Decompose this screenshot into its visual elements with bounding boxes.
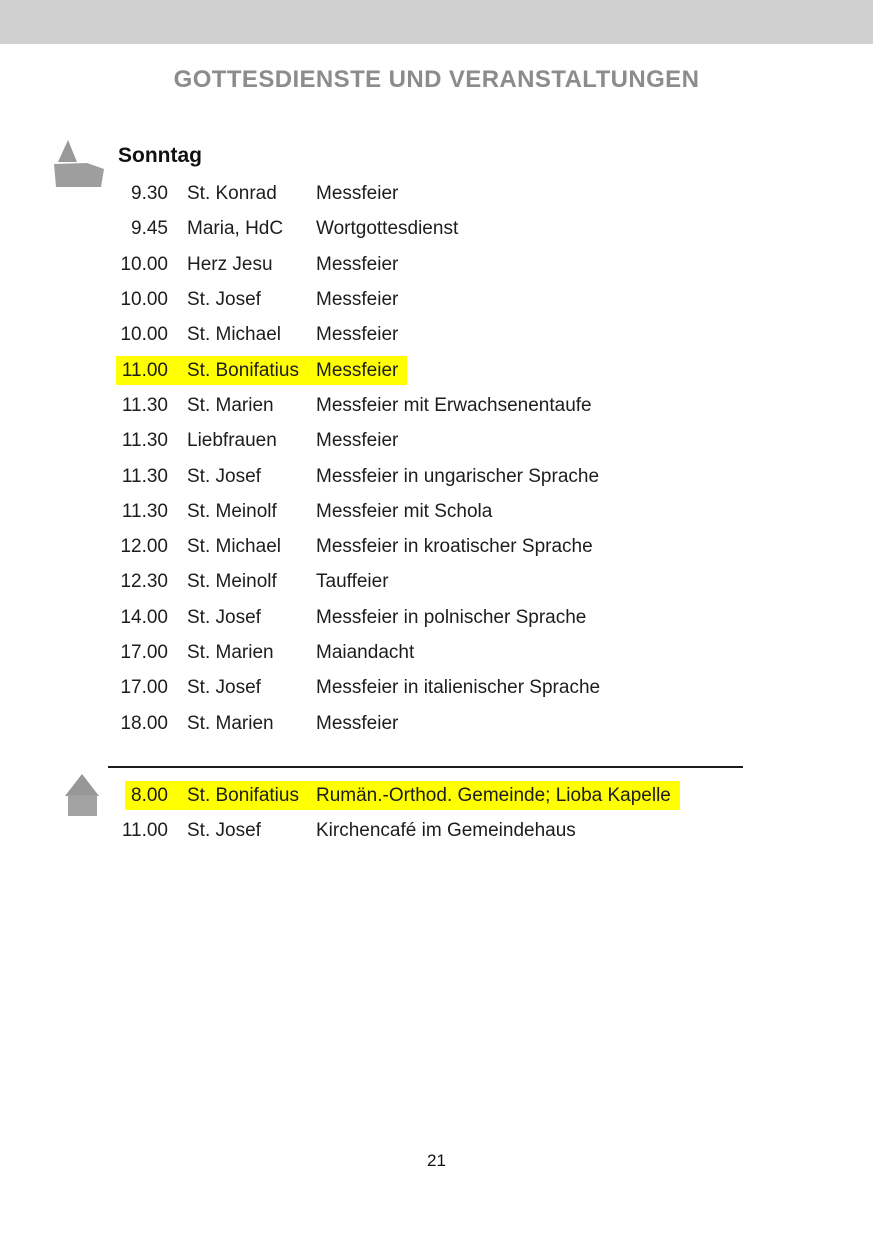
time-value: 8.00 — [125, 781, 168, 810]
time-cell — [0, 285, 168, 314]
church-value: St. Josef — [187, 289, 261, 311]
church-cell — [168, 603, 316, 632]
table-row — [0, 423, 790, 458]
time-value: 12.00 — [120, 536, 168, 558]
time-cell — [0, 532, 168, 561]
church-cell — [168, 250, 316, 279]
time-cell — [0, 638, 168, 667]
service-value: Messfeier in italienischer Sprache — [316, 677, 601, 699]
time-cell — [0, 709, 168, 738]
service-cell — [316, 356, 790, 385]
service-cell — [316, 285, 790, 314]
time-cell — [0, 462, 168, 491]
table-row — [0, 176, 790, 211]
time-value: 17.00 — [120, 677, 168, 699]
church-value: Liebfrauen — [187, 430, 277, 452]
service-cell — [316, 709, 790, 738]
table-row — [0, 705, 790, 740]
table-row — [0, 564, 790, 599]
church-cell — [168, 638, 316, 667]
sunday-service-table — [0, 176, 790, 741]
church-value: St. Josef — [187, 465, 261, 487]
time-value: 14.00 — [120, 606, 168, 628]
table-row — [0, 494, 790, 529]
events-table — [0, 778, 790, 849]
church-cell — [168, 320, 316, 349]
time-cell — [0, 497, 168, 526]
church-cell — [168, 816, 316, 845]
time-value: 11.30 — [121, 500, 168, 522]
time-cell — [0, 250, 168, 279]
church-value: St. Meinolf — [187, 500, 277, 522]
service-cell — [316, 781, 790, 810]
church-cell — [168, 497, 316, 526]
church-value: St. Konrad — [187, 183, 277, 205]
time-cell — [0, 391, 168, 420]
table-row — [0, 600, 790, 635]
church-cell — [168, 356, 316, 385]
service-value: Messfeier — [316, 253, 399, 275]
service-cell — [316, 462, 790, 491]
church-cell — [168, 179, 316, 208]
service-cell — [316, 567, 790, 596]
service-cell — [316, 816, 790, 845]
church-cell — [168, 781, 316, 810]
service-value: Messfeier in polnischer Sprache — [316, 606, 587, 628]
time-cell — [0, 603, 168, 632]
church-cell — [168, 426, 316, 455]
table-row — [0, 388, 790, 423]
church-cell — [168, 567, 316, 596]
time-value: 18.00 — [120, 712, 168, 734]
service-cell — [316, 532, 790, 561]
church-value: St. Josef — [187, 820, 261, 842]
time-value: 9.30 — [131, 183, 168, 205]
time-cell — [0, 567, 168, 596]
service-cell — [316, 179, 790, 208]
table-row — [0, 211, 790, 246]
church-cell — [168, 462, 316, 491]
church-value: St. Marien — [187, 642, 274, 663]
table-row — [0, 458, 790, 493]
church-value: St. Marien — [187, 712, 274, 734]
church-value: St. Josef — [187, 677, 261, 699]
time-value: 10.00 — [120, 253, 168, 275]
service-value: Messfeier — [316, 356, 407, 385]
church-cell — [168, 532, 316, 561]
time-value: 10.00 — [120, 324, 168, 346]
service-cell — [316, 250, 790, 279]
time-cell — [0, 179, 168, 208]
time-cell — [0, 356, 168, 385]
service-value: Messfeier in ungarischer Sprache — [316, 465, 600, 487]
service-value: Kirchencafé im Gemeindehaus — [316, 820, 576, 842]
time-value: 11.30 — [121, 394, 168, 416]
time-cell — [0, 214, 168, 243]
section-divider — [108, 766, 743, 768]
time-value: 9.45 — [131, 218, 168, 240]
page-number: 21 — [427, 1151, 446, 1170]
time-cell — [0, 320, 168, 349]
service-value: Messfeier mit Schola — [316, 500, 493, 522]
table-row-highlighted — [0, 778, 790, 813]
service-value: Messfeier in kroatischer Sprache — [316, 536, 593, 558]
church-value: St. Meinolf — [187, 571, 277, 593]
table-row — [0, 813, 790, 848]
time-cell — [0, 426, 168, 455]
page-title: GOTTESDIENSTE UND VERANSTALTUNGEN — [173, 66, 700, 93]
time-value: 11.30 — [121, 430, 168, 452]
church-value: Maria, HdC — [187, 218, 284, 240]
top-bar — [0, 0, 873, 44]
time-value: 11.00 — [121, 820, 168, 842]
table-row-highlighted — [0, 352, 790, 387]
service-value: Maiandacht — [316, 642, 415, 663]
time-value: 17.00 — [120, 642, 168, 663]
church-value: St. Josef — [187, 606, 261, 628]
time-value: 12.30 — [120, 571, 168, 593]
service-cell — [316, 638, 790, 667]
table-row — [0, 282, 790, 317]
table-row — [0, 317, 790, 352]
church-value: St. Bonifatius — [168, 356, 316, 385]
church-value: St. Bonifatius — [168, 781, 316, 810]
table-row — [0, 529, 790, 564]
church-cell — [168, 709, 316, 738]
service-value: Messfeier — [316, 183, 399, 205]
table-row — [0, 635, 790, 670]
service-value: Messfeier mit Erwachsenentaufe — [316, 394, 592, 416]
time-value: 10.00 — [120, 289, 168, 311]
service-value: Tauffeier — [316, 571, 389, 593]
section-heading-sonntag: Sonntag — [118, 144, 202, 167]
service-cell — [316, 426, 790, 455]
time-value: 11.00 — [116, 356, 168, 385]
time-value: 11.30 — [121, 465, 168, 487]
church-cell — [168, 673, 316, 702]
service-value: Rumän.-Orthod. Gemeinde; Lioba Kapelle — [316, 781, 680, 810]
table-row — [0, 247, 790, 282]
service-cell — [316, 214, 790, 243]
service-cell — [316, 673, 790, 702]
church-value: St. Michael — [187, 536, 281, 558]
church-cell — [168, 391, 316, 420]
church-value: Herz Jesu — [187, 253, 273, 275]
time-cell — [0, 816, 168, 845]
service-cell — [316, 320, 790, 349]
service-value: Messfeier — [316, 712, 399, 734]
church-cell — [168, 285, 316, 314]
church-cell — [168, 214, 316, 243]
service-cell — [316, 391, 790, 420]
service-value: Wortgottesdienst — [316, 218, 459, 240]
church-value: St. Michael — [187, 324, 281, 346]
service-value: Messfeier — [316, 324, 399, 346]
time-cell — [0, 673, 168, 702]
time-cell — [0, 781, 168, 810]
service-cell — [316, 497, 790, 526]
service-value: Messfeier — [316, 430, 399, 452]
service-cell — [316, 603, 790, 632]
church-value: St. Marien — [187, 394, 274, 416]
service-value: Messfeier — [316, 289, 399, 311]
table-row — [0, 670, 790, 705]
